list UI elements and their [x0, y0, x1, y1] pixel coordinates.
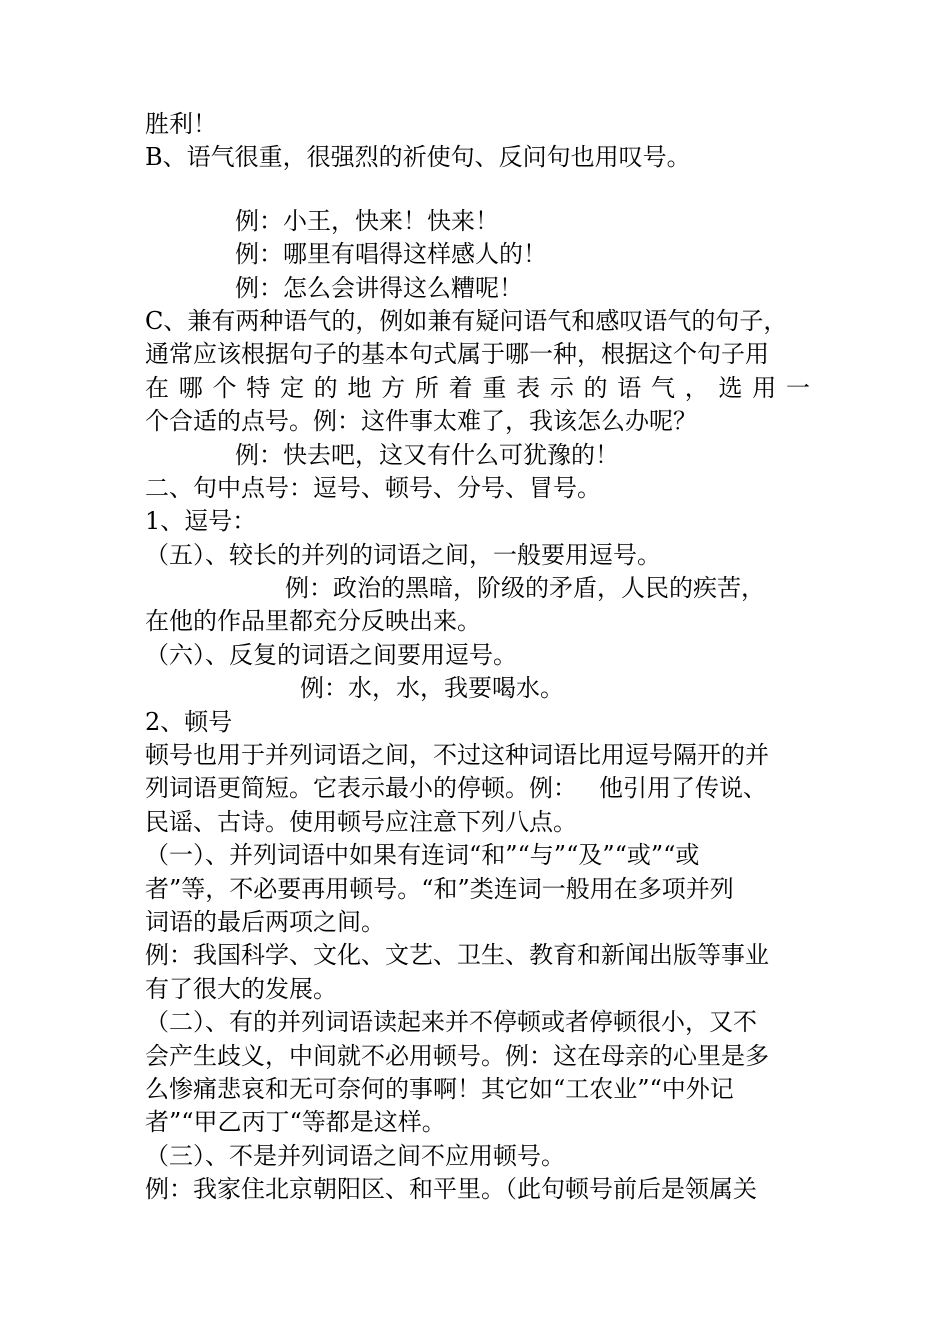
text-line: 个合适的点号。例：这件事太难了，我该怎么办呢？	[145, 407, 697, 436]
text-char: 着	[448, 373, 473, 402]
text-char: 特	[246, 373, 271, 402]
text-char: 重	[482, 373, 507, 402]
text-line: 词语的最后两项之间。	[145, 907, 385, 936]
text-char: 示	[549, 373, 574, 402]
text-line: 在他的作品里都充分反映出来。	[145, 607, 481, 636]
text-line-justified	[145, 372, 810, 405]
text-line: 通常应该根据句子的基本句式属于哪一种，根据这个句子用	[145, 340, 769, 369]
text-char: 选	[718, 373, 743, 402]
document-page	[145, 108, 810, 1207]
subsection-heading: 1、逗号：	[145, 507, 257, 536]
text-line: 么惨痛悲哀和无可奈何的事啊！其它如“工农业”“中外记	[145, 1074, 734, 1103]
example-line: 例：快去吧，这又有什么可犹豫的！	[235, 440, 619, 469]
text-char: ，	[684, 373, 709, 402]
section-heading: 二、句中点号：逗号、顿号、分号、冒号。	[145, 473, 601, 502]
subsection-heading: 2、顿号	[145, 707, 233, 736]
text-char: 个	[212, 373, 237, 402]
text-line: B、语气很重，很强烈的祈使句、反问句也用叹号。	[145, 143, 691, 172]
text-line: 有了很大的发展。	[145, 974, 337, 1003]
example-line: 例：小王，快来！快来！	[235, 206, 499, 235]
text-char: 定	[279, 373, 304, 402]
blank-line	[145, 175, 810, 205]
example-line: 例：水，水，我要喝水。	[300, 674, 564, 703]
text-span: 列词语更简短。它表示最小的停顿。例：	[145, 774, 577, 803]
text-char: 一	[785, 373, 810, 402]
example-line: 例：政治的黑暗，阶级的矛盾，人民的疾苦，	[285, 574, 765, 603]
text-char: 用	[752, 373, 777, 402]
text-char: 所	[414, 373, 439, 402]
text-line: （二）、有的并列词语读起来并不停顿或者停顿很小，又不	[145, 1008, 757, 1037]
text-char: 方	[381, 373, 406, 402]
text-char: 哪	[178, 373, 203, 402]
text-line: 者”“甲乙丙丁“等都是这样。	[145, 1108, 446, 1137]
text-line	[145, 772, 810, 805]
example-line: 例：哪里有唱得这样感人的！	[235, 240, 547, 269]
text-line: 民谣、古诗。使用顿号应注意下列八点。	[145, 807, 577, 836]
text-char: 气	[651, 373, 676, 402]
text-line: （五）、较长的并列的词语之间，一般要用逗号。	[145, 540, 661, 569]
text-line: 会产生歧义，中间就不必用顿号。例：这在母亲的心里是多	[145, 1041, 769, 1070]
text-char: 地	[347, 373, 372, 402]
text-line: 胜利！	[145, 110, 217, 138]
example-line: 例：怎么会讲得这么糟呢！	[235, 273, 523, 302]
text-char: 表	[516, 373, 541, 402]
text-line: （六）、反复的词语之间要用逗号。	[145, 640, 517, 669]
text-char: 在	[145, 373, 169, 402]
text-char: 的	[583, 373, 608, 402]
text-line: （一）、并列词语中如果有连词“和”“与”“及”“或”“或	[145, 841, 700, 870]
text-line: 例：我家住北京朝阳区、和平里。（此句顿号前后是领属关	[145, 1175, 757, 1204]
text-line: 者”等，不必要再用顿号。“和”类连词一般用在多项并列	[145, 874, 734, 903]
text-char: 的	[313, 373, 338, 402]
text-line: C、兼有两种语气的，例如兼有疑问语气和感叹语气的句子，	[145, 306, 788, 335]
text-line: （三）、不是并列词语之间不应用顿号。	[145, 1141, 565, 1170]
text-line: 例：我国科学、文化、文艺、卫生、教育和新闻出版等事业	[145, 941, 769, 970]
text-char: 语	[617, 373, 642, 402]
text-span: 他引用了传说、	[599, 774, 767, 803]
text-line: 顿号也用于并列词语之间，不过这种词语比用逗号隔开的并	[145, 741, 769, 770]
